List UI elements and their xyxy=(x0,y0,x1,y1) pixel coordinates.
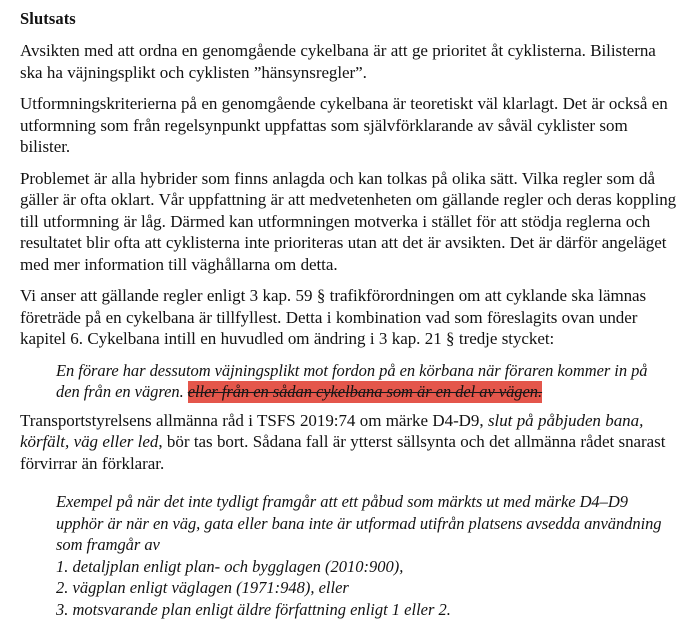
quote-regulation xyxy=(20,360,682,403)
paragraph-transportstyrelsen xyxy=(20,410,682,475)
quote-example-item-3: 3. motsvarande plan enligt äldre författning enligt 1 eller 2. xyxy=(20,599,682,620)
paragraph-problemet: Problemet är alla hybrider som finns anlagda och kan tolkas på olika sätt. Vilka regler som då gäller är ofta oklart. Vår uppfattning är att medvetenheten om gällande regler och deras koppling till utformning är låg. Därmed kan utformningen motverka i stället för att stödja reglerna och resultatet blir ofta att cyklisterna inte prioriteras utan att det är avsikten. Det är därför angeläget med mer information till väghållarna om detta. xyxy=(20,168,682,276)
page-heading: Slutsats xyxy=(20,8,682,29)
quote-example-item-1: 1. detaljplan enligt plan- och bygglagen (2010:900), xyxy=(20,556,682,578)
quote-regulation-normal-text: En förare har dessutom väjningsplikt mot fordon på en körbana när föraren kommer in på den från en vägren. xyxy=(56,361,648,402)
quote-example-item-2: 2. vägplan enligt väglagen (1971:948), eller xyxy=(20,577,682,599)
paragraph-utformningskriterierna: Utformningskriterierna på en genomgående cykelbana är teoretiskt väl klarlagt. Det är också en utformning som från regelsynpunkt uppfattas som självförklarande av såväl cyklister som bilister. xyxy=(20,93,682,158)
spacer-after-quote xyxy=(20,403,682,410)
quote-example-intro: Exempel på när det inte tydligt framgår att ett påbud som märkts ut med märke D4–D9 upphör är när en väg, gata eller bana inte är utformad utifrån platsens avsedda användning som framgår av xyxy=(20,491,682,556)
tsfs-part-two: , bör tas bort. Sådana fall är ytterst sällsynta och det allmänna rådet snarast förvirrar än förklarar. xyxy=(20,432,665,473)
spacer-before-example xyxy=(20,484,682,491)
tsfs-part-one: Transportstyrelsens allmänna råd i TSFS 2019:74 om märke D4-D9, xyxy=(20,411,488,430)
paragraph-vi-anser: Vi anser att gällande regler enligt 3 kap. 59 § trafikförordningen om att cyklande ska lämnas företräde på en cykelbana är tillfyllest. Detta i kombination vad som föreslagits ovan under kapitel 6. Cykelbana intill en huvudled om ändring i 3 kap. 21 § tredje stycket: xyxy=(20,285,682,350)
tsfs-italic-marking: slut på påbjuden bana, körfält, väg eller led xyxy=(20,411,643,452)
quote-regulation-struck-text: eller från en sådan cykelbana som är en del av vägen. xyxy=(188,381,542,403)
paragraph-avsikten: Avsikten med att ordna en genomgående cykelbana är att ge prioritet åt cyklisterna. Bilisterna ska ha väjningsplikt och cyklisten ”hänsynsregler”. xyxy=(20,40,682,83)
